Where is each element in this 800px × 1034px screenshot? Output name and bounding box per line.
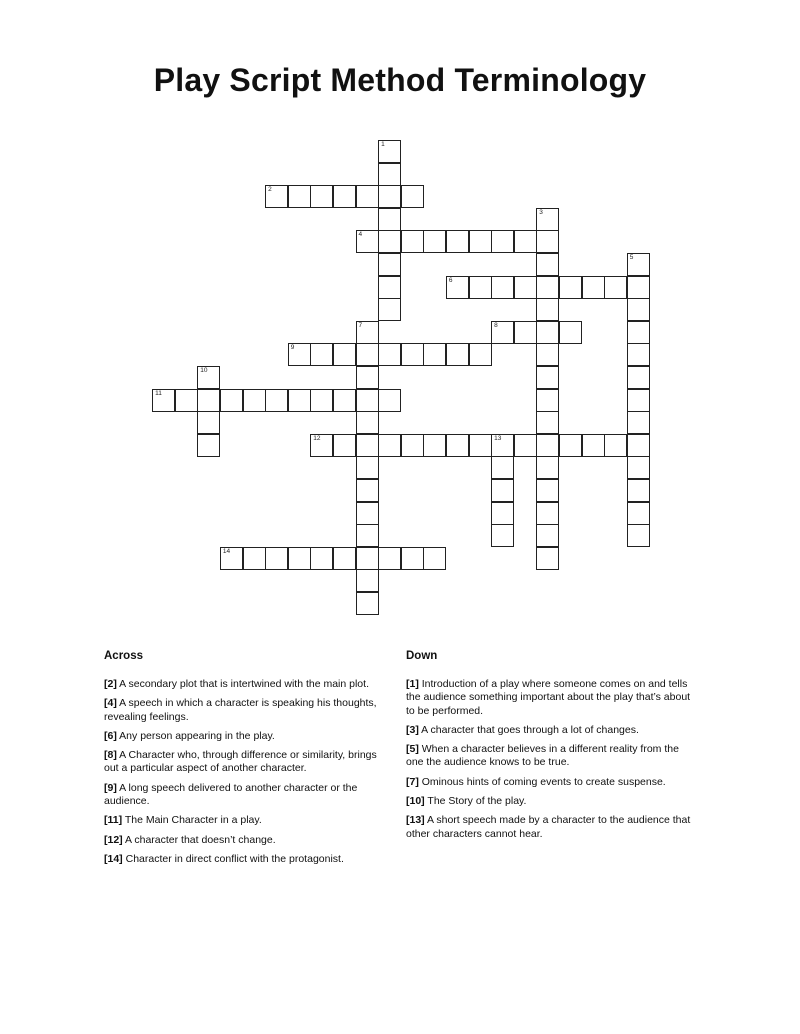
grid-cell[interactable]: [491, 434, 514, 457]
grid-cell[interactable]: [627, 479, 650, 502]
grid-cell[interactable]: [356, 502, 379, 525]
grid-cell[interactable]: [378, 185, 401, 208]
grid-cell[interactable]: [333, 434, 356, 457]
clue-number: 8: [494, 321, 498, 329]
grid-cell[interactable]: [536, 321, 559, 344]
down-heading: Down: [406, 650, 438, 662]
clue-text: A short speech made by a character to the audience that other characters cannot hear.: [406, 814, 691, 840]
grid-cell[interactable]: [310, 434, 333, 457]
grid-cell[interactable]: [333, 547, 356, 570]
grid-cell[interactable]: [559, 321, 582, 344]
clue-item: [104, 749, 394, 776]
across-heading: Across: [104, 650, 143, 662]
grid-cell[interactable]: [536, 411, 559, 434]
grid-cell[interactable]: [536, 208, 559, 231]
clue-item: [406, 795, 696, 808]
page-title: Play Script Method Terminology: [153, 62, 647, 98]
clue-number-label: [8]: [104, 749, 117, 762]
grid-cell[interactable]: [356, 524, 379, 547]
grid-cell[interactable]: [378, 208, 401, 231]
grid-cell[interactable]: [627, 389, 650, 412]
clue-number: 10: [200, 367, 208, 374]
clue-number: 12: [313, 434, 321, 442]
grid-cell[interactable]: [378, 253, 401, 276]
grid-cell[interactable]: [627, 321, 650, 344]
grid-cell[interactable]: [536, 502, 559, 525]
grid-cell[interactable]: [627, 343, 650, 366]
grid-cell[interactable]: [310, 547, 333, 570]
grid-cell[interactable]: [356, 185, 379, 208]
grid-cell[interactable]: [197, 434, 220, 457]
clue-number: 3: [539, 208, 543, 216]
grid-cell[interactable]: [333, 185, 356, 208]
grid-cell[interactable]: [627, 253, 650, 276]
grid-cell[interactable]: [559, 276, 582, 299]
clue-number-label: [10]: [406, 795, 425, 808]
grid-cell[interactable]: [356, 569, 379, 592]
grid-cell[interactable]: [627, 524, 650, 547]
grid-cell[interactable]: [378, 389, 401, 412]
grid-cell[interactable]: [288, 547, 311, 570]
grid-cell[interactable]: [356, 456, 379, 479]
grid-cell[interactable]: [514, 434, 537, 457]
clue-number-label: [11]: [104, 814, 123, 827]
grid-cell[interactable]: [446, 343, 469, 366]
clue-number: 4: [358, 231, 363, 239]
grid-cell[interactable]: [356, 411, 379, 434]
clue-number-label: [9]: [104, 781, 117, 794]
grid-cell[interactable]: [491, 524, 514, 547]
clue-text: A secondary plot that is intertwined with the main plot.: [116, 678, 369, 690]
grid-cell[interactable]: [627, 411, 650, 434]
grid-cell[interactable]: [356, 479, 379, 502]
grid-cell[interactable]: [243, 547, 266, 570]
clue-item: [104, 697, 394, 724]
grid-cell[interactable]: [536, 298, 559, 321]
grid-cell[interactable]: [288, 389, 311, 412]
grid-cell[interactable]: [469, 230, 492, 253]
grid-cell[interactable]: [604, 434, 627, 457]
clue-item: [406, 743, 696, 770]
grid-cell[interactable]: [491, 456, 514, 479]
clue-item: [406, 724, 696, 737]
clue-number: 14: [222, 547, 231, 555]
grid-cell[interactable]: [469, 343, 492, 366]
clue-number-label: [12]: [104, 833, 123, 846]
grid-cell[interactable]: [356, 547, 379, 570]
grid-cell[interactable]: [536, 389, 559, 412]
grid-cell[interactable]: [627, 276, 650, 299]
clue-text: A character that doesn’t change.: [122, 833, 276, 846]
grid-cell[interactable]: [378, 140, 401, 163]
clue-text: A speech in which a character is speaking his thoughts, revealing feelings.: [104, 697, 377, 723]
grid-cell[interactable]: [423, 343, 446, 366]
clue-text: Any person appearing in the play.: [116, 729, 275, 742]
grid-cell[interactable]: [536, 343, 559, 366]
clue-number-label: [1]: [406, 678, 419, 690]
grid-cell[interactable]: [536, 434, 559, 457]
grid-cell[interactable]: [356, 389, 379, 412]
grid-cell[interactable]: [582, 434, 605, 457]
clue-number: 6: [448, 276, 453, 284]
grid-cell[interactable]: [604, 276, 627, 299]
grid-cell[interactable]: [582, 276, 605, 299]
grid-cell[interactable]: [401, 230, 424, 253]
grid-cell[interactable]: [446, 434, 469, 457]
clue-text: When a character believes in a different reality from the one the audience knows to be true.: [406, 743, 679, 769]
clue-item: [406, 776, 696, 789]
grid-cell[interactable]: [310, 343, 333, 366]
grid-cell[interactable]: [356, 434, 379, 457]
grid-cell[interactable]: [627, 298, 650, 321]
grid-cell[interactable]: [401, 434, 424, 457]
clue-number-label: [2]: [104, 678, 117, 690]
grid-cell[interactable]: [536, 253, 559, 276]
grid-cell[interactable]: [536, 276, 559, 299]
clue-item: [104, 834, 394, 847]
grid-cell[interactable]: [627, 502, 650, 525]
grid-cell[interactable]: [378, 298, 401, 321]
clue-text: Introduction of a play where someone comes on and tells the audience something important about the play that’s about to be performed.: [406, 678, 691, 717]
grid-cell[interactable]: [514, 230, 537, 253]
across-clues: [104, 678, 394, 872]
clue-number: 11: [155, 389, 162, 397]
grid-cell[interactable]: [356, 592, 379, 615]
grid-cell[interactable]: [378, 547, 401, 570]
grid-cell[interactable]: [491, 479, 514, 502]
clue-number: 1: [381, 141, 385, 148]
clue-number-label: [5]: [406, 743, 419, 756]
grid-cell[interactable]: [469, 434, 492, 457]
grid-cell[interactable]: [446, 276, 469, 299]
clue-number: 5: [629, 254, 634, 261]
clue-item: [104, 814, 394, 827]
grid-cell[interactable]: [536, 479, 559, 502]
clue-item: [104, 730, 394, 743]
grid-cell[interactable]: [356, 343, 379, 366]
grid-cell[interactable]: [288, 185, 311, 208]
clue-item: [406, 678, 696, 718]
grid-cell[interactable]: [378, 343, 401, 366]
clue-text: The Main Character in a play.: [122, 814, 262, 827]
grid-cell[interactable]: [220, 389, 243, 412]
grid-cell[interactable]: [356, 230, 379, 253]
clue-text: The Story of the play.: [424, 795, 527, 808]
grid-cell[interactable]: [265, 547, 288, 570]
clue-item: [104, 782, 394, 809]
grid-cell[interactable]: [423, 547, 446, 570]
grid-cell[interactable]: [423, 434, 446, 457]
clue-number-label: [14]: [104, 852, 123, 865]
grid-cell[interactable]: [220, 547, 243, 570]
grid-cell[interactable]: [401, 343, 424, 366]
grid-cell[interactable]: [243, 389, 266, 412]
grid-cell[interactable]: [514, 276, 537, 299]
grid-cell[interactable]: [310, 389, 333, 412]
grid-cell[interactable]: [401, 185, 424, 208]
grid-cell[interactable]: [401, 547, 424, 570]
grid-cell[interactable]: [265, 389, 288, 412]
grid-cell[interactable]: [333, 389, 356, 412]
grid-cell[interactable]: [491, 502, 514, 525]
clue-text: A long speech delivered to another character or the audience.: [104, 781, 358, 808]
grid-cell[interactable]: [310, 185, 333, 208]
grid-cell[interactable]: [333, 343, 356, 366]
grid-cell[interactable]: [514, 321, 537, 344]
grid-cell[interactable]: [627, 366, 650, 389]
grid-cell[interactable]: [423, 230, 446, 253]
clue-text: Ominous hints of coming events to create suspense.: [418, 775, 666, 788]
grid-cell[interactable]: [491, 230, 514, 253]
grid-cell[interactable]: [536, 547, 559, 570]
clue-number: 13: [494, 434, 502, 442]
grid-cell[interactable]: [378, 230, 401, 253]
grid-cell[interactable]: [469, 276, 492, 299]
grid-cell[interactable]: [378, 163, 401, 186]
grid-cell[interactable]: [356, 321, 379, 344]
grid-cell[interactable]: [175, 389, 198, 412]
grid-cell[interactable]: [491, 276, 514, 299]
clue-item: [406, 814, 696, 841]
grid-cell[interactable]: [288, 343, 311, 366]
grid-cell[interactable]: [627, 434, 650, 457]
grid-cell[interactable]: [536, 366, 559, 389]
grid-cell[interactable]: [446, 230, 469, 253]
clue-number-label: [7]: [406, 775, 419, 788]
clue-text: A character that goes through a lot of changes.: [418, 723, 639, 736]
clue-number-label: [6]: [104, 729, 117, 742]
grid-cell[interactable]: [559, 434, 582, 457]
grid-cell[interactable]: [152, 389, 175, 412]
grid-cell[interactable]: [378, 276, 401, 299]
grid-cell[interactable]: [265, 185, 288, 208]
clue-text: Character in direct conflict with the protagonist.: [122, 852, 344, 865]
clue-item: [104, 853, 394, 866]
grid-cell[interactable]: [491, 321, 514, 344]
clue-text: A Character who, through difference or similarity, brings out a particular aspect of another character.: [104, 749, 377, 775]
grid-cell[interactable]: [627, 456, 650, 479]
clue-item: [104, 678, 394, 691]
clue-number-label: [3]: [406, 723, 419, 736]
clue-number-label: [13]: [406, 814, 425, 827]
clue-number: 2: [268, 186, 272, 194]
grid-cell[interactable]: [536, 456, 559, 479]
grid-cell[interactable]: [197, 389, 220, 412]
grid-cell[interactable]: [356, 366, 379, 389]
clue-number: 9: [290, 344, 295, 352]
grid-cell[interactable]: [197, 411, 220, 434]
down-clues: [406, 678, 696, 847]
grid-cell[interactable]: [197, 366, 220, 389]
grid-cell[interactable]: [536, 524, 559, 547]
clue-number-label: [4]: [104, 697, 117, 710]
grid-cell[interactable]: [536, 230, 559, 253]
grid-cell[interactable]: [378, 434, 401, 457]
clue-number: 7: [358, 321, 363, 329]
